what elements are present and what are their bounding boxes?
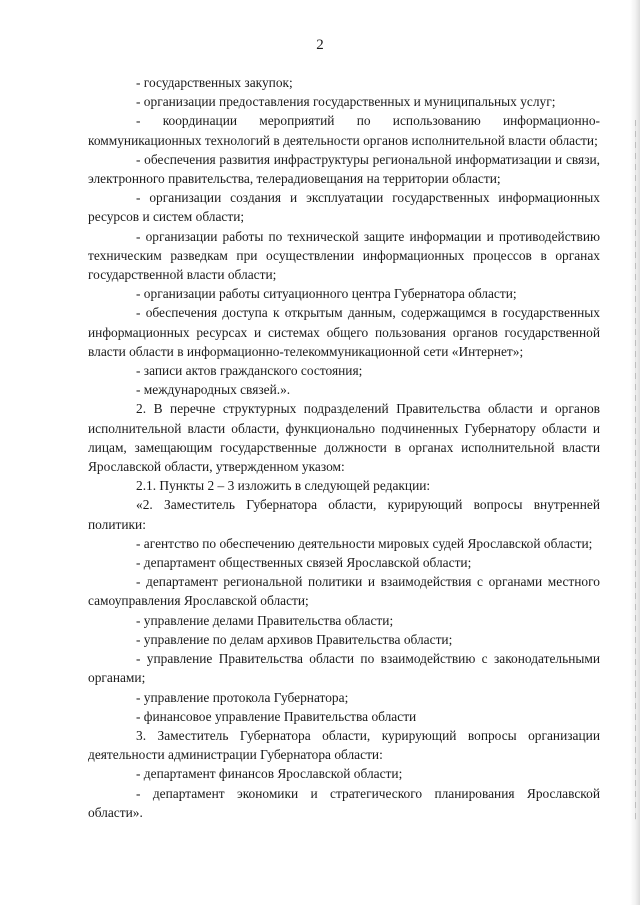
list-item: - финансовое управление Правительства области — [136, 708, 417, 724]
list-item: - управление по делам архивов Правительства области; — [136, 631, 453, 647]
list-item: - управление делами Правительства области; — [136, 612, 394, 628]
section-paragraph: 2. В перечне структурных подразделений Правительства области и органов исполнительной власти области, функционально подчиненных Губернатору области и лицам, замещающим государственные должности в органах исполнительной власти Ярославской области, утвержденном указом: — [88, 401, 600, 475]
list-item: - организации работы по технической защите информации и противодействию техническим разведкам при осуществлении информационных процессов в органах государственной власти области; — [88, 228, 600, 283]
list-item: - государственных закупок; — [136, 75, 293, 90]
list-item: - международных связей.». — [136, 382, 291, 398]
list-item: - департамент экономики и стратегического планирования Ярославской области». — [88, 785, 600, 820]
list-item: - департамент общественных связей Ярославской области; — [136, 555, 472, 571]
subsection-paragraph: 2.1. Пункты 2 – 3 изложить в следующей редакции: — [136, 478, 431, 494]
document-body — [88, 73, 600, 822]
scan-edge-shadow — [630, 0, 640, 905]
page-number: 2 — [316, 37, 324, 53]
list-item: - управление Правительства области по взаимодействию с законодательными органами; — [88, 651, 600, 686]
list-item: - департамент финансов Ярославской области; — [136, 766, 403, 782]
section-heading: 3. Заместитель Губернатора области, курирующий вопросы организации деятельности администрации Губернатора области: — [88, 727, 600, 763]
list-item: - координации мероприятий по использованию информационно-коммуникационных технологий в деятельности органов исполнительной власти области; — [88, 113, 600, 148]
list-item: - обеспечения развития инфраструктуры региональной информатизации и связи, электронного правительства, телерадиовещания на территории области; — [88, 151, 600, 187]
list-item: - обеспечения доступа к открытым данным, содержащимся в государственных информационных ресурсах и системах общего пользования органов государственной власти области в информационно-телекоммуникационной сети «Интернет»; — [88, 305, 600, 359]
list-item: - управление протокола Губернатора; — [136, 689, 349, 705]
section-heading: «2. Заместитель Губернатора области, курирующий вопросы внутренней политики: — [88, 497, 600, 532]
list-item: - организации предоставления государственных и муниципальных услуг; — [136, 94, 556, 110]
scan-edge-line — [635, 120, 636, 820]
list-item: - записи актов гражданского состояния; — [136, 363, 363, 379]
list-item: - департамент региональной политики и взаимодействия с органами местного самоуправления Ярославской области; — [88, 574, 600, 609]
list-item: - агентство по обеспечению деятельности мировых судей Ярославской области; — [136, 535, 593, 551]
list-item: - организации работы ситуационного центра Губернатора области; — [136, 286, 517, 302]
list-item: - организации создания и эксплуатации государственных информационных ресурсов и систем области; — [88, 190, 600, 225]
